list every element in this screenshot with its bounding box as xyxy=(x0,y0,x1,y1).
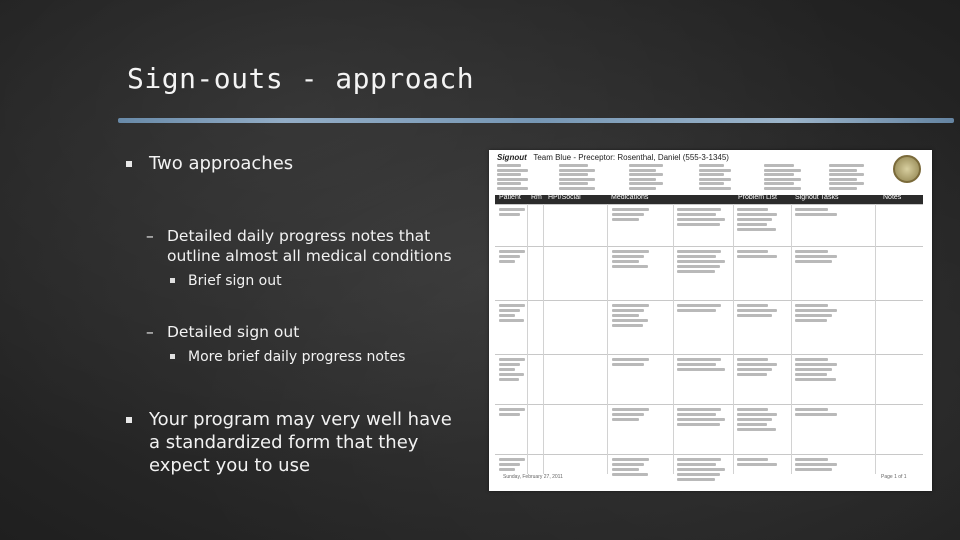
blurred-text xyxy=(829,164,864,167)
blurred-text xyxy=(612,468,639,471)
blurred-text xyxy=(612,218,639,221)
blurred-text xyxy=(795,413,837,416)
blurred-text xyxy=(795,255,837,258)
blurred-text xyxy=(629,173,663,176)
blurred-text xyxy=(612,304,649,307)
form-header: Signout Team Blue - Preceptor: Rosenthal, Daniel (555-3-1345) xyxy=(497,153,729,162)
blurred-text xyxy=(829,169,857,172)
blurred-text xyxy=(499,255,520,258)
blurred-text xyxy=(677,458,721,461)
blurred-text xyxy=(497,164,521,167)
blurred-text xyxy=(737,309,777,312)
dash-bullet-icon: – xyxy=(146,227,154,245)
table-col-divider xyxy=(527,204,528,474)
blurred-text xyxy=(677,408,721,411)
col-patient: Patient xyxy=(499,194,521,201)
blurred-text xyxy=(677,418,725,421)
blurred-text xyxy=(612,213,644,216)
blurred-text xyxy=(737,358,768,361)
col-notes: Notes xyxy=(883,194,902,201)
blurred-text xyxy=(677,309,716,312)
blurred-text xyxy=(677,304,721,307)
blurred-text xyxy=(497,169,528,172)
blurred-text xyxy=(737,223,767,226)
blurred-text xyxy=(612,324,643,327)
blurred-text xyxy=(612,250,649,253)
blurred-text xyxy=(737,373,767,376)
blurred-text xyxy=(795,213,837,216)
blurred-text xyxy=(677,213,716,216)
blurred-text xyxy=(795,368,832,371)
blurred-text xyxy=(795,250,828,253)
blurred-text xyxy=(499,363,520,366)
blurred-text xyxy=(677,368,725,371)
blurred-text xyxy=(795,363,837,366)
table-col-divider xyxy=(875,204,876,474)
table-row-divider xyxy=(495,246,923,247)
blurred-text xyxy=(737,408,768,411)
blurred-text xyxy=(737,428,776,431)
blurred-text xyxy=(499,314,515,317)
form-column-header xyxy=(495,195,923,204)
blurred-text xyxy=(612,309,644,312)
blurred-text xyxy=(499,260,515,263)
blurred-text xyxy=(737,314,772,317)
hospital-seal-icon xyxy=(893,155,921,183)
blurred-text xyxy=(737,255,777,258)
blurred-text xyxy=(737,458,768,461)
table-col-divider xyxy=(673,204,674,474)
col-rm: Rm xyxy=(531,194,542,201)
blurred-text xyxy=(795,378,836,381)
blurred-text xyxy=(699,187,731,190)
blurred-text xyxy=(795,408,828,411)
square-bullet-icon xyxy=(170,354,175,359)
blurred-text xyxy=(677,358,721,361)
blurred-text xyxy=(499,358,525,361)
blurred-text xyxy=(677,255,716,258)
blurred-text xyxy=(629,164,663,167)
blurred-text xyxy=(497,182,521,185)
blurred-text xyxy=(829,173,864,176)
blurred-text xyxy=(629,182,663,185)
blurred-text xyxy=(677,463,716,466)
blurred-text xyxy=(499,250,525,253)
square-bullet-icon xyxy=(126,161,132,167)
blurred-text xyxy=(677,270,715,273)
blurred-text xyxy=(737,418,772,421)
blurred-text xyxy=(764,187,801,190)
blurred-text xyxy=(499,463,520,466)
blurred-text xyxy=(499,304,525,307)
table-col-divider xyxy=(543,204,544,474)
blurred-text xyxy=(677,223,720,226)
table-row-divider xyxy=(495,300,923,301)
blurred-text xyxy=(612,473,648,476)
blurred-text xyxy=(699,173,724,176)
blurred-text xyxy=(497,178,528,181)
table-row-divider xyxy=(495,454,923,455)
blurred-text xyxy=(499,319,524,322)
signout-form-image xyxy=(489,150,932,491)
blurred-text xyxy=(612,255,644,258)
blurred-text xyxy=(795,260,832,263)
blurred-text xyxy=(764,164,794,167)
blurred-text xyxy=(612,265,648,268)
blurred-text xyxy=(795,373,827,376)
table-col-divider xyxy=(607,204,608,474)
blurred-text xyxy=(612,413,644,416)
blurred-text xyxy=(829,187,857,190)
blurred-text xyxy=(737,363,777,366)
blurred-text xyxy=(677,423,720,426)
dash-bullet-icon: – xyxy=(146,323,154,341)
blurred-text xyxy=(737,218,772,221)
title-divider xyxy=(118,118,954,123)
square-bullet-icon xyxy=(126,417,132,423)
blurred-text xyxy=(499,208,525,211)
blurred-text xyxy=(737,413,777,416)
blurred-text xyxy=(677,208,721,211)
blurred-text xyxy=(737,228,776,231)
blurred-text xyxy=(559,164,588,167)
blurred-text xyxy=(699,182,724,185)
blurred-text xyxy=(764,169,801,172)
blurred-text xyxy=(737,304,768,307)
blurred-text xyxy=(612,358,649,361)
blurred-text xyxy=(764,178,801,181)
blurred-text xyxy=(699,164,724,167)
blurred-text xyxy=(737,368,772,371)
blurred-text xyxy=(677,363,716,366)
blurred-text xyxy=(559,182,588,185)
square-bullet-icon xyxy=(170,278,175,283)
blurred-text xyxy=(795,309,837,312)
blurred-text xyxy=(612,319,648,322)
blurred-text xyxy=(612,363,644,366)
table-col-divider xyxy=(791,204,792,474)
blurred-text xyxy=(795,319,827,322)
blurred-text xyxy=(612,260,639,263)
col-hpi-social: HPI/Social xyxy=(548,194,581,201)
blurred-text xyxy=(612,418,639,421)
table-row-divider xyxy=(495,354,923,355)
form-footer-date: Sunday, February 27, 2011 xyxy=(503,474,563,480)
blurred-text xyxy=(499,368,515,371)
col-signout-tasks: Signout Tasks xyxy=(795,194,839,201)
blurred-text xyxy=(829,182,864,185)
blurred-text xyxy=(499,468,515,471)
blurred-text xyxy=(699,178,731,181)
blurred-text xyxy=(629,169,656,172)
blurred-text xyxy=(677,468,725,471)
blurred-text xyxy=(499,458,525,461)
blurred-text xyxy=(499,378,519,381)
blurred-text xyxy=(699,169,731,172)
blurred-text xyxy=(629,187,656,190)
blurred-text xyxy=(829,178,857,181)
blurred-text xyxy=(795,468,832,471)
blurred-text xyxy=(499,408,525,411)
blurred-text xyxy=(612,408,649,411)
blurred-text xyxy=(677,250,721,253)
blurred-text xyxy=(559,169,595,172)
blurred-text xyxy=(499,373,524,376)
form-footer-page: Page 1 of 1 xyxy=(881,474,907,480)
blurred-text xyxy=(737,423,767,426)
blurred-text xyxy=(795,304,828,307)
blurred-text xyxy=(795,208,828,211)
blurred-text xyxy=(737,213,777,216)
blurred-text xyxy=(559,173,588,176)
blurred-text xyxy=(737,250,768,253)
blurred-text xyxy=(612,458,649,461)
blurred-text xyxy=(764,182,794,185)
blurred-text xyxy=(677,218,725,221)
blurred-text xyxy=(795,463,837,466)
form-table xyxy=(495,204,923,474)
table-row-divider xyxy=(495,204,923,205)
blurred-text xyxy=(677,413,716,416)
blurred-text xyxy=(677,260,725,263)
blurred-text xyxy=(795,314,832,317)
blurred-text xyxy=(795,358,828,361)
blurred-text xyxy=(612,208,649,211)
col-problem-list: Problem List xyxy=(738,194,777,201)
blurred-text xyxy=(559,187,595,190)
table-row-divider xyxy=(495,404,923,405)
blurred-text xyxy=(677,473,720,476)
blurred-text xyxy=(497,173,521,176)
blurred-text xyxy=(737,463,777,466)
blurred-text xyxy=(795,458,828,461)
blurred-text xyxy=(629,178,656,181)
blurred-text xyxy=(559,178,595,181)
blurred-text xyxy=(737,208,768,211)
blurred-text xyxy=(497,187,528,190)
blurred-text xyxy=(499,213,520,216)
blurred-text xyxy=(677,265,720,268)
table-col-divider xyxy=(733,204,734,474)
blurred-text xyxy=(764,173,794,176)
blurred-text xyxy=(499,309,520,312)
col-medications: Medications xyxy=(611,194,649,201)
blurred-text xyxy=(612,463,644,466)
blurred-text xyxy=(612,314,639,317)
blurred-text xyxy=(499,413,520,416)
slide-title: Sign-outs - approach xyxy=(127,62,475,95)
blurred-text xyxy=(677,478,715,481)
